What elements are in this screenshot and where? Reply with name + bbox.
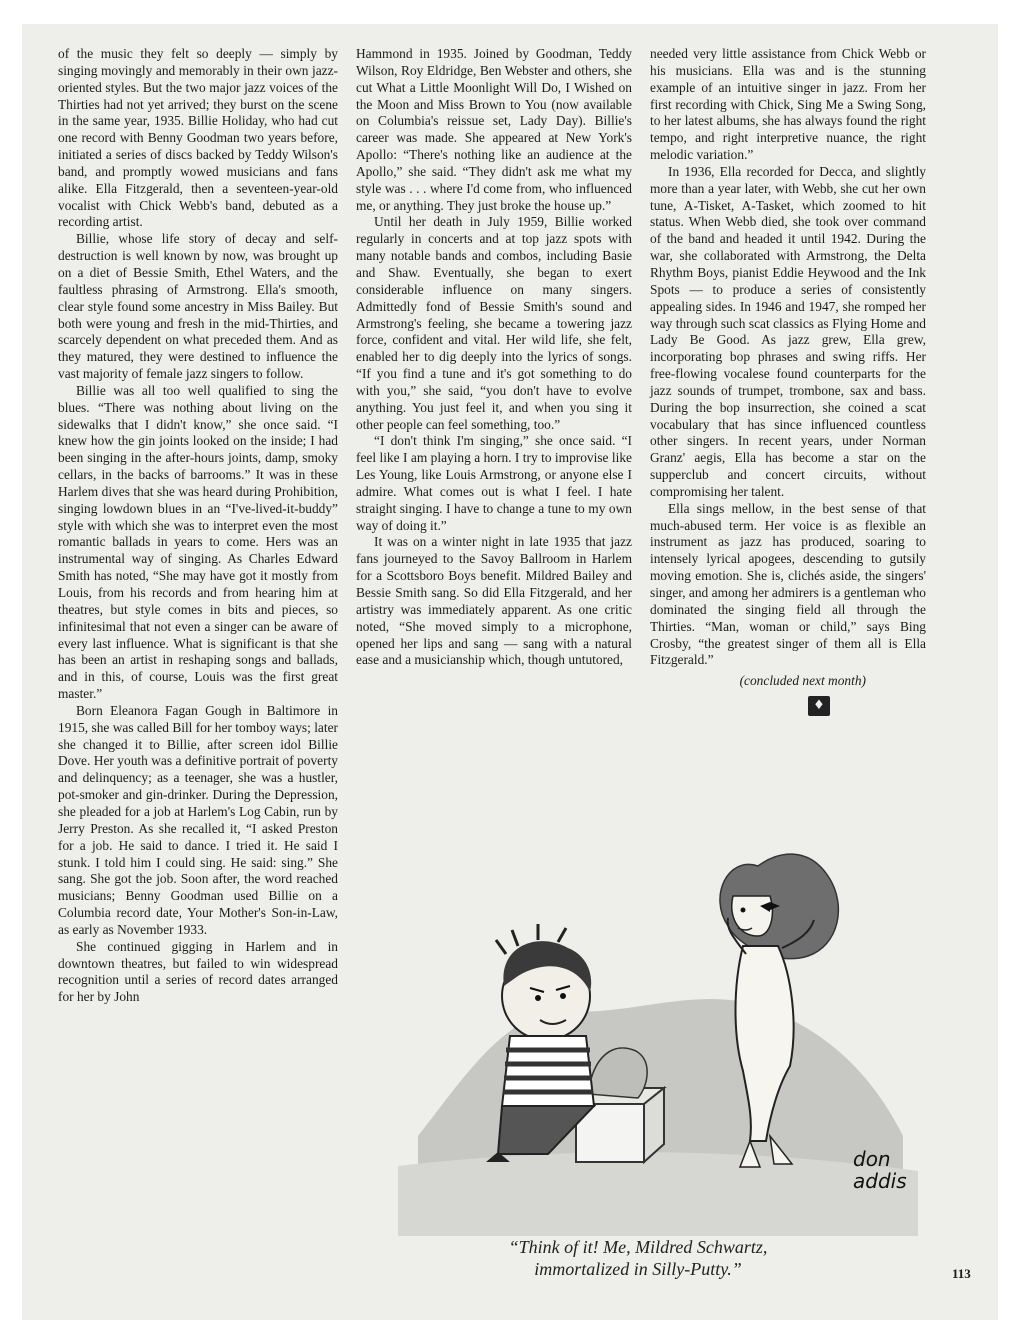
paragraph: It was on a winter night in late 1935 that jazz fans journeyed to the Savoy Ballroom in Harlem for a Scottsboro Boys benefit. Mildred Bailey and Bessie Smith sang. So did Ella Fitzgerald, and her artistry was immediately apparent. As one critic noted, “She moved simply to a microphone, opened her lips and sang — sang with a natural ease and a musicianship which, though untutored, <box>356 534 632 668</box>
article-column-1 <box>58 46 338 1006</box>
article-column-2 <box>356 46 632 669</box>
paragraph: Born Eleanora Fagan Gough in Baltimore in 1915, she was called Bill for her tomboy ways; later she changed it to Billie, after screen idol Billie Dove. Her youth was a definitive portrait of poverty and delinquency; as a teenager, she was a hustler, pot-smoker and gin-drinker. During the Depression, she pleaded for a job at Harlem's Log Cabin, run by Jerry Preston. As she recalled it, “I asked Preston for a job. He said to dance. I tried it. He said I stunk. I told him I could sing. He said: sing.” She sang. She got the job. Soon after, the word reached musicians; Benny Goodman used Billie on a Columbia record date, Your Mother's Son-in-Law, as early as November 1933. <box>58 702 338 937</box>
paragraph: needed very little assistance from Chick Webb or his musicians. Ella was and is the stunning example of an intuitive singer in jazz. From her first recording with Chick, Sing Me a Swing Song, to her latest albums, she has always found the right tempo, and right interpretive nuance, the right melodic variation.” <box>650 46 926 163</box>
continued-note: (concluded next month) <box>739 673 866 689</box>
paragraph: of the music they felt so deeply — simply by singing movingly and memorably in their own jazz-oriented styles. But the two major jazz voices of the Thirties had not yet arrived; they burst on the scene in the same year, 1935. Billie Holiday, who had cut one record with Benny Goodman two years before, initiated a series of discs backed by Teddy Wilson's band, and promptly wowed musicians and fans alike. Ella Fitzgerald, then a seventeen-year-old vocalist with Chick Webb's band, debuted as a recording artist. <box>58 46 338 230</box>
paragraph: In 1936, Ella recorded for Decca, and slightly more than a year later, with Webb, she cut her own tune, A-Tisket, A-Tasket, which zoomed to hit status. When Webb died, she took over command of the band and headed it until 1942. During the war, she collaborated with Armstrong, the Delta Rhythm Boys, pianist Eddie Heywood and the Ink Spots — to produce a series of consistently appealing sides. In 1946 and 1947, she romped her way through such scat classics as Flying Home and Lady Be Good. As jazz grew, Ella grew, incorporating bop phrases and swing riffs. Her free-flowing vocalese found counterparts for the jazz sounds of trumpet, trombone, sax and bass. During the bop insurrection, she coined a scat vocabulary that has since influenced countless other singers. In recent years, under Norman Granz' aegis, Ella has become a star on the supperclub and concert circuits, without compromising her talent. <box>650 163 926 499</box>
article-column-3 <box>650 46 926 716</box>
bunny-logo-icon: ♦ <box>808 696 830 716</box>
artist-signature: addis <box>853 1169 907 1193</box>
paragraph: Billie was all too well qualified to sing the blues. “There was nothing about living on the sidewalks that I didn't know,” she once said. “I knew how the gin joints looked on the inside; I had been singing in the after-hours joints, damp, smoky cellars, in the backs of barrooms.” It was in these Harlem dives that she was heard during Prohibition, singing lowdown blues in an “I've-lived-it-buddy” style with which she was to interpret even the most romantic ballads in years to come. Hers was an instrumental way of singing. As Charles Edward Smith has noted, “She may have got it mostly from Louis, from his records and from hearing him at theatres, but style comes in bits and pieces, so infinitesimal that not even a singer can be aware of every last influence. What is significant is that she has been an artist in reshaping songs and ballads, and in this, of course, Louis was the first great master.” <box>58 382 338 702</box>
paragraph: Until her death in July 1959, Billie worked regularly in concerts and at top jazz spots with many notable bands and combos, including Basie and Shaw. Eventually, she began to exert considerable influence on many singers. Admittedly fond of Bessie Smith's sound and Armstrong's feeling, she became a towering jazz force, confident and vital. Her wild life, she felt, enabled her to dig deeply into the lyrics of songs. “If you find a tune and it's got something to do with you,” she said, “you don't have to evolve anything. You just feel it, and when you sing it other people can feel something, too.” <box>356 214 632 432</box>
paragraph: “I don't think I'm singing,” she once said. “I feel like I am playing a horn. I try to improvise like Les Young, like Louis Armstrong, or anyone else I admire. What comes out is what I feel. I hate straight singing. I have to change a tune to my own way of doing it.” <box>356 433 632 533</box>
caption-line: “Think of it! Me, Mildred Schwartz, <box>508 1237 768 1257</box>
paragraph: Ella sings mellow, in the best sense of that much-abused term. Her voice is as flexible an instrument as jazz has produced, soaring to intensely lyrical apogees, descending to gutsily moving emotion. She is, clichés aside, the singers' singer, and among her admirers is a gentleman who dominated the singing field all through the Thirties. “Man, woman or child,” says Bing Crosby, “the greatest singer of them all is Ella Fitzgerald.” <box>650 500 926 668</box>
artist-signature: don <box>853 1147 891 1171</box>
magazine-page <box>22 24 998 1320</box>
paragraph: Hammond in 1935. Joined by Goodman, Teddy Wilson, Roy Eldridge, Ben Webster and others, she cut What a Little Moonlight Will Do, I Wished on the Moon and Miss Brown to You (now available on Columbia's reissue set, Lady Day). Billie's career was made. She appeared at New York's Apollo: “There's nothing like an audience at the Apollo,” she said. “They didn't ask me what my style was . . . where I'd come from, who influenced me, or anything. They just broke the house up.” <box>356 46 632 213</box>
paragraph: She continued gigging in Harlem and in downtown theatres, but failed to win widespread recognition until a series of record dates arranged for her by John <box>58 938 338 1005</box>
caption-line: immortalized in Silly-Putty.” <box>534 1259 742 1279</box>
paragraph: Billie, whose life story of decay and self-destruction is well known by now, was brought up on a diet of Bessie Smith, Ethel Waters, and the faultless phrasing of Armstrong. Ella's smooth, clear style found some ancestry in Miss Bailey. But both were young and fresh in the mid-Thirties, and scarcely dependent on what preceded them. And as they matured, they were destined to influence the vast majority of female jazz singers to follow. <box>58 231 338 382</box>
cartoon-caption <box>358 1236 918 1280</box>
page-number: 113 <box>952 1266 971 1281</box>
cartoon-illustration <box>398 836 918 1236</box>
